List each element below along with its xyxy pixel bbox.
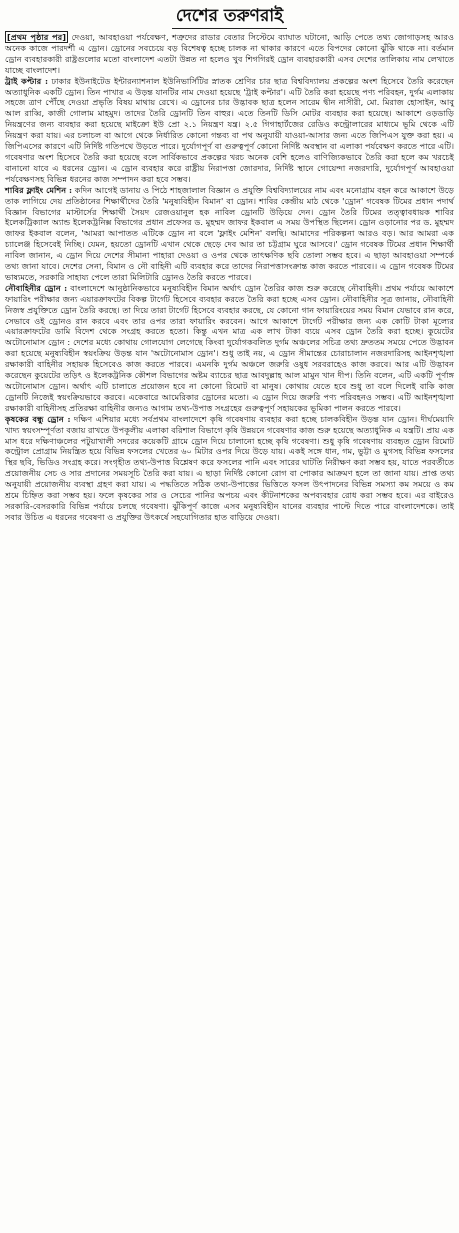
subheading-tri-copter: ট্রাই কপ্টার : bbox=[5, 75, 49, 86]
paragraph-text: কদিন আগেই ডানায় ও পিঠে শাহজালাল বিজ্ঞান ও প্রযুক্তি বিশ্ববিদ্যালয়ের নাম এবং মনোগ্রাম বহন করে আকাশে উড়ে তাক লাগিয়ে দেয় প্রতিষ্ঠানের শিক্ষার্থীদের তৈরি 'মনুষ্যবিহীন বিমান' বা ড্রোন। শাবির কেন্দ্রীয় মাঠ থেকে 'ড্রোন' গবেষক টিমের প্রধান পদার্থ বিজ্ঞান বিভাগের মাস্টার্সের শিক্ষার্থী সৈয়দ রেজওয়ানুল হক নাবিল ড্রোনটি উড়িয়ে দেন। ড্রোন তৈরি টিমের তত্ত্বাবধায়ক শাবির ইলেকট্রিক্যাল অ্যান্ড ইলেকট্রনিক্স বিভাগের প্রধান প্রফেসর ড. মুহম্মদ জাফর ইকবাল এ সময় উপস্থিত ছিলেন। ড্রোন ওড়ানোর পর ড. মুহম্মদ জাফর ইকবাল বলেন, 'আমরা আপাতত এটিকে ড্রোন না বলে 'ফ্লাইং মেশিন' বলছি। আমাদের পরিকল্পনা আরও বড়। আর আমরা এক চ্যালেঞ্জ হিসেবেই নিচ্ছি। যেমন, হয়তো ড্রোনটি এখান থেকে ছেড়ে দেব আর তা চট্টগ্রাম ঘুরে আসবে।' ড্রোন গবেষক টিমের প্রধান শিক্ষার্থী নাবিল জানান, এ ড্রোন দিয়ে দেশের সীমানা পাহারা দেওয়া ও ওপর থেকে তাৎক্ষণিক ছবি তোলা সম্ভব হবে। এ ছাড়া আবহাওয়া সম্পর্কে তথ্য জানা যাবে। দেশের সেনা, বিমান ও নৌ বাহিনী এটি ব্যবহার করে তাদের নিরাপত্তাসংক্রান্ত কাজ করতে পারবে।। এ ড্রোন গবেষক টিমের ভাষ্যমতে, সরকারি সাহায্য পেলে তারা মিলিটারি ড্রোনও তৈরি করতে পারবে। bbox=[5, 184, 454, 282]
paragraph-navy-drone bbox=[5, 283, 454, 414]
subheading-farmer-drone: কৃষকের বন্ধু ড্রোন : bbox=[5, 413, 71, 424]
headline-wrap bbox=[5, 6, 454, 29]
paragraph-continuation bbox=[5, 32, 454, 76]
paragraph-tri-copter bbox=[5, 76, 454, 185]
subheading-flying-machine: শাবির ফ্লাইং মেশিন : bbox=[5, 184, 73, 195]
paragraph-text: বাংলাদেশে আনুষ্ঠানিকভাবে মনুষ্যবিহীন বিমান অর্থাৎ ড্রোন তৈরির কাজ শুরু করেছে নৌবাহিনী। প্রথম পর্যায়ে আকাশে ফায়ারিং পরীক্ষার জন্য এয়ারক্রাফটের বিকল্প টার্গেট হিসেবে ব্যবহার করতে তৈরি করা হচ্ছে এসব ড্রোন। নৌবাহিনীর সূত্র জানায়, নৌবাহিনী নিজস্ব প্রযুক্তিতে ড্রোন তৈরি করছে। তা দিয়ে তারা টার্গেট হিসেবে ব্যবহার করছে, যে কোনো গান ফায়ারিংয়ের সময় বিমান যেভাবে রান করে, সেভাবে ওই ড্রোনও রান করবে এবং তার ওপর তারা ফায়ারিং করবেন। আগে আকাশে টার্গেট পরীক্ষার জন্য এক কোটি টাকা মূল্যের এয়ারক্রাফটের ডামি বিদেশ থেকে সংগ্রহ করতে হতো। কিন্তু এখন মাত্র এক লাখ টাকা ব্যয়ে এসব ড্রোন তৈরি করা হচ্ছে। কুয়েটের অটোনোমাস ড্রোন : দেশের মধ্যে কোথায় গোলযোগ লেগেছে কিংবা দুর্যোগকবলিত দুর্গম অঞ্চলের সচিত্র তথ্য দ্রুততম সময়ে পেতে উদ্ভাবন করা হয়েছে মনুষ্যবিহীন স্বয়ংক্রিয় উড়ন্ত যান 'অটোনোমাস ড্রোন'। শুধু তাই নয়, এ ড্রোন সীমান্তের চোরাচালান নজরদারিসহ আইনশৃঙ্খলা রক্ষাকারী বাহিনীর সহায়ক হিসেবেও কাজ করতে পারবে। এমনকি দুর্গম অঞ্চলে জরুরি ওষুধ সরবরাহেও কাজ করবে। আর এটি উদ্ভাবন করেছেন কুয়েটের তড়িৎ ও ইলেকট্রনিক কৌশল বিভাগের অষ্টম ব্যাচের ছাত্র আবদুল্লাহ আল মামুন খান দীপ। তিনি বলেন, এটি একটি পূর্ণাঙ্গ অটোনোমাস ড্রোন। অর্থাৎ এটি চালাতে প্রয়োজন হবে না কোনো রিমোট বা মানুষ। কোথায় যেতে হবে শুধু তা বলে দিলেই বাকি কাজ ড্রোনটি নিজেই স্বয়ংক্রিয়ভাবে করবে। একেবারে আমেরিকার ড্রোনের মতো। এ ড্রোন দিয়ে জরুরি পণ্য পরিবহনও সম্ভব। এটি আইনশৃঙ্খলা রক্ষাকারী বাহিনীসহ প্রতিরক্ষা বাহিনীর জন্যও আগাম তথ্য-উপাত্ত সংগ্রহের গুরুত্বপূর্ণ সহায়কের ভূমিকা পালন করতে পারবে। bbox=[5, 282, 454, 413]
continued-from-label: [প্রথম পৃষ্ঠার পর] bbox=[7, 32, 66, 42]
paragraph-flying-machine bbox=[5, 185, 454, 283]
paragraph-text: ঢাকার ইউনাইটেড ইন্টারন্যাশনাল ইউনিভার্সিটির স্নাতক শ্রেণির চার ছাত্র বিশ্ববিদ্যালয় প্রকল্পের অংশ হিসেবে তৈরি করেছেন অত্যাধুনিক একটি ড্রোন। তিন পাখার এ উড়ন্ত যানটির নাম দেওয়া হয়েছে 'ট্রাই কপ্টার'। এটি তৈরি করা হয়েছে পণ্য পরিবহন, দুর্গম এলাকায় সহজে ত্রাণ পৌঁছে দেওয়া প্রভৃতি বিষয় মাথায় রেখে। এ ড্রোনের চার উদ্ভাবক ছাত্র হলেন সারেম দ্বীন নাসীরী, মো. মিরাজ হোসাইন, আবু আল রাব্বি, কাজী গোলাম মাহমুদ। তাদের তৈরি ড্রোনটি তিন বাহুর। এতে তিনটি ডিসি মোটর ব্যবহার করা হয়েছে। আকাশে ওড়ডাড়ি নিয়ন্ত্রণের জন্য ব্যবহার করা হয়েছে মাইক্রো ইউ প্রো ২.১ নিয়ন্ত্রণ যন্ত্র। ২.৫ গিগাহার্টজের রেডিও কন্ট্রোলারের মাধ্যমে ভূমি থেকে এটি নিয়ন্ত্রণ করা যায়। এর চলাচল বা আগে থেকে নির্ধারিত কোনো গন্তব্য বা পথ অনুযায়ী যাওয়া-আসার জন্য এতে জিপিএস যুক্ত করা হয়। এ জিপিএসের কারণে এটি নির্দিষ্ট গতিপথে উড়তে পারে। দুর্যোগপূর্ণ বা গুরুত্বপূর্ণ কোনো নির্দিষ্ট অবস্থান বা এলাকা পর্যবেক্ষণ করতে পারে এটি। গবেষণার অংশ হিসেবে তৈরি করা হয়েছে বলে সার্বিকভাবে প্রকল্পের খরচ অনেক বেশি হলেও বাণিজ্যিকভাবে তৈরি করা হলে কম খরচেই বানানো যাবে এ ধরনের ড্রোন। এ ড্রোন ব্যবহার করে রাষ্ট্রীয় নিরাপত্তা জোরদার, নির্দিষ্ট স্থানে গোয়েন্দা নজরদারি, দুর্যোগপূর্ণ আবহাওয়া পর্যবেক্ষণসহ বিভিন্ন ধরনের কাজ সম্পাদন করা হবে সম্ভব। bbox=[5, 75, 454, 184]
subheading-navy-drone: নৌবাহিনীর ড্রোন : bbox=[5, 282, 68, 293]
paragraph-farmer-drone bbox=[5, 414, 454, 523]
paragraph-text: দেওয়া, আবহাওয়া পর্যবেক্ষণ, শত্রুদের রাডার বেতার সিস্টেমে ব্যাঘাত ঘটানো, আড়ি পেতে তথ্য জোগাড়সহ আরও অনেক কাজে পারদর্শী এ ড্রোন। ড্রোনের সবচেয়ে বড় বিশেষত্ব হচ্ছে চালক না থাকার কারণে এতে বিপদের কোনো ঝুঁকি থাকে না। বর্তমান ড্রোন ব্যবহারকারী রাষ্ট্রগুলোর মতো বাংলাদেশ এতটা উন্নত না হলেও খুব শিগগিরই ড্রোন ব্যবহারকারী এসব দেশের তালিকায় নাম লেখাতে যাচ্ছে বাংলাদেশ। bbox=[5, 32, 454, 75]
paragraph-text: দক্ষিণ এশিয়ার মধ্যে সর্বপ্রথম বাংলাদেশে কৃষি গবেষণায় ব্যবহার করা হচ্ছে চালকবিহীন উড়ন্ত যান ড্রোন। দীর্ঘমেয়াদি খাদ্য স্বয়ংসম্পূর্ণতা বজায় রাখতে উপকূলীয় এলাকা বরিশাল বিভাগে কৃষি উন্নয়নে গবেষণার কাজ শুরু হয়েছে অত্যাধুনিক এ যন্ত্রটি। প্রায় এক মাস ধরে দক্ষিণাঞ্চলের পটুয়াখালী সদরের কয়েকটি গ্রামে ড্রোন দিয়ে চালানো হচ্ছে কৃষি গবেষণা। শুধু কৃষি গবেষণায় ব্যবহৃত ড্রোন রিমোট কন্ট্রোল প্রোগ্রাম নিয়ন্ত্রিত হয়ে বিভিন্ন ফসলের খেতের ৬০ মিটার ওপর দিয়ে উড়ে যায়। একই সঙ্গে ধান, গম, ভুট্টা ও মুগসহ বিভিন্ন ফসলের স্থির ছবি, ভিডিও সংগ্রহ করে। সংগৃহীত তথ্য-উপাত্ত বিশ্লেষণ করে ফসলের পানি এবং সারের ঘাটতি নিরীক্ষণ করা সম্ভব হয়, যাতে পরবর্তীতে প্রয়োজনীয় সেচ ও সার প্রদানের সময়সূচি তৈরি করা যায়। এ ছাড়া নির্দিষ্ট কোনো রোগ বা পোকার আক্রমণ হলে তা জানা যায়। প্রাপ্ত তথ্য অনুযায়ী প্রয়োজনীয় ব্যবস্থা গ্রহণ করা যায়। এ পদ্ধতিতে সঠিক তথ্য-উপাত্তের ভিত্তিতে ফসল উৎপাদনের বিভিন্ন সমস্যা কম সময়ে ও কম শ্রমে চিহ্নিত করা সম্ভব হয়। ফলে কৃষকের সার ও সেচের পানির অপচয় এবং কীটনাশকের অপব্যবহার রোধ করা সম্ভব হবে। এর বাইরেও সরকারি-বেসরকারি বিভিন্ন পর্যায়ে চলছে গবেষণা। ঝুঁকিপূর্ণ কাজে এসব মনুষ্যবিহীন যানের ব্যবহার পাল্টে দিতে পারে বাংলাদেশকে। তাই সবার উচিত এ ধরনের গবেষণা ও প্রযুক্তির উৎকর্ষে সহযোগিতার হাত বাড়িয়ে দেওয়া। bbox=[5, 413, 455, 522]
headline: দেশের তরুণরাই bbox=[172, 6, 287, 29]
